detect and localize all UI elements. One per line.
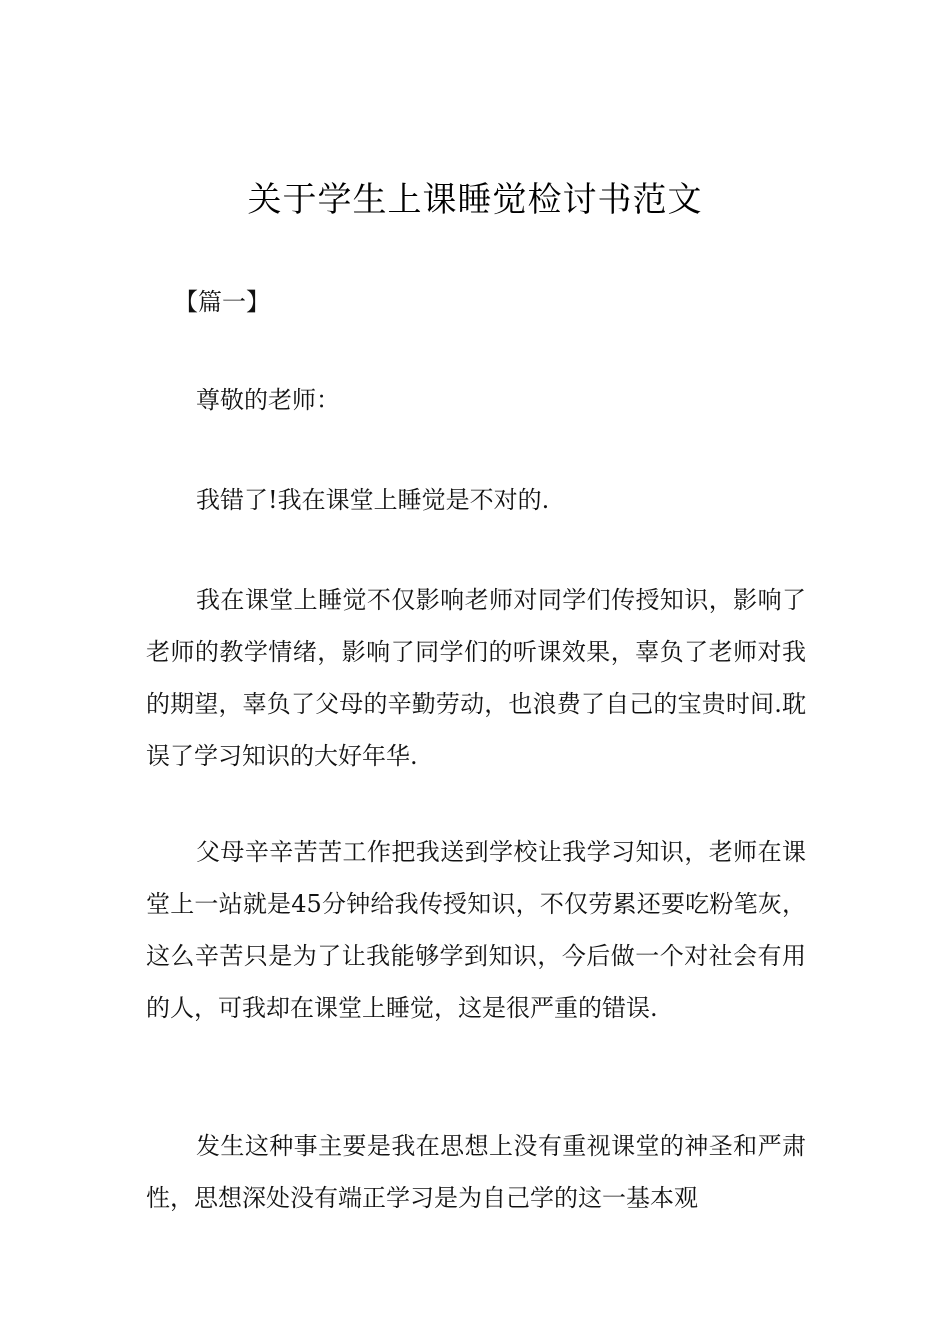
paragraph-1: 我错了!我在课堂上睡觉是不对的. xyxy=(196,486,550,514)
salutation: 尊敬的老师： xyxy=(196,386,340,414)
section-label: 【篇一】 xyxy=(174,288,270,316)
document-title: 关于学生上课睡觉检讨书范文 xyxy=(247,180,703,220)
paragraph-4: 发生这种事主要是我在思想上没有重视课堂的神圣和严肃性，思想深处没有端正学习是为自己学的这一基本观 xyxy=(146,1132,806,1212)
paragraph-3: 父母辛辛苦苦工作把我送到学校让我学习知识，老师在课堂上一站就是45分钟给我传授知识，不仅劳累还要吃粉笔灰，这么辛苦只是为了让我能够学到知识，今后做一个对社会有用的人，可我却在课堂上睡觉，这是很严重的错误. xyxy=(146,838,806,1022)
paragraph-2: 我在课堂上睡觉不仅影响老师对同学们传授知识，影响了老师的教学情绪，影响了同学们的听课效果，辜负了老师对我的期望，辜负了父母的辛勤劳动，也浪费了自己的宝贵时间.耽误了学习知识的大好年华. xyxy=(146,586,806,770)
